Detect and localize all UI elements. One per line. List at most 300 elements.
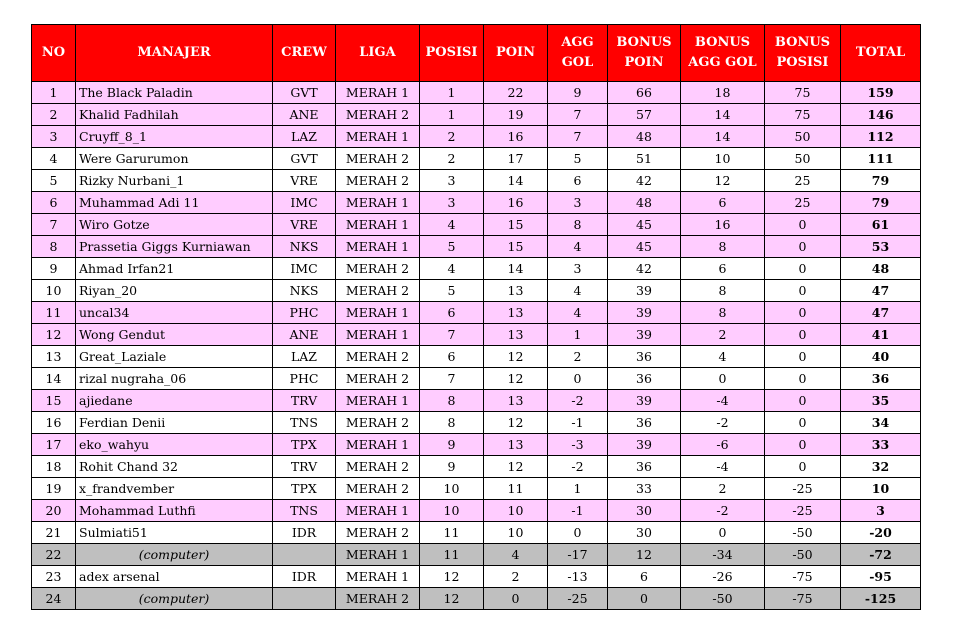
table-header: [32, 25, 921, 82]
cell-liga: MERAH 1: [336, 544, 420, 566]
cell-bonus-agg-gol: -26: [681, 566, 765, 588]
cell-crew: LAZ: [273, 126, 336, 148]
cell-crew: GVT: [273, 82, 336, 104]
cell-bonus-poin: 57: [608, 104, 681, 126]
cell-poin: 12: [484, 456, 548, 478]
cell-poin: 11: [484, 478, 548, 500]
cell-total: 32: [841, 456, 921, 478]
header-no: NO: [32, 25, 76, 82]
cell-liga: MERAH 2: [336, 104, 420, 126]
cell-bonus-poin: 42: [608, 170, 681, 192]
cell-crew: IDR: [273, 566, 336, 588]
cell-manajer: Rizky Nurbani_1: [76, 170, 273, 192]
cell-bonus-posisi: 0: [765, 456, 841, 478]
cell-bonus-agg-gol: 2: [681, 478, 765, 500]
cell-total: 33: [841, 434, 921, 456]
cell-posisi: 5: [420, 236, 484, 258]
cell-no: 10: [32, 280, 76, 302]
cell-poin: 13: [484, 280, 548, 302]
table-row: [32, 104, 921, 126]
table-row: [32, 258, 921, 280]
cell-total: -72: [841, 544, 921, 566]
cell-liga: MERAH 2: [336, 170, 420, 192]
table-body: [32, 82, 921, 610]
cell-no: 21: [32, 522, 76, 544]
cell-posisi: 6: [420, 302, 484, 324]
cell-bonus-agg-gol: 10: [681, 148, 765, 170]
cell-no: 15: [32, 390, 76, 412]
cell-agg-gol: 0: [548, 368, 608, 390]
cell-poin: 12: [484, 368, 548, 390]
cell-manajer: Rohit Chand 32: [76, 456, 273, 478]
cell-poin: 0: [484, 588, 548, 610]
cell-no: 24: [32, 588, 76, 610]
cell-bonus-poin: 0: [608, 588, 681, 610]
standings-table: [31, 24, 921, 610]
cell-total: -125: [841, 588, 921, 610]
header-agg-gol-line2: GOL: [561, 55, 594, 70]
cell-no: 6: [32, 192, 76, 214]
cell-no: 2: [32, 104, 76, 126]
cell-bonus-posisi: -75: [765, 566, 841, 588]
cell-liga: MERAH 2: [336, 280, 420, 302]
cell-manajer: Ahmad Irfan21: [76, 258, 273, 280]
table-row: [32, 170, 921, 192]
cell-manajer: The Black Paladin: [76, 82, 273, 104]
table-row: [32, 214, 921, 236]
cell-crew: TPX: [273, 434, 336, 456]
cell-agg-gol: -2: [548, 390, 608, 412]
cell-total: 61: [841, 214, 921, 236]
cell-agg-gol: 7: [548, 126, 608, 148]
cell-poin: 22: [484, 82, 548, 104]
cell-crew: IMC: [273, 192, 336, 214]
cell-liga: MERAH 1: [336, 236, 420, 258]
cell-bonus-posisi: 25: [765, 170, 841, 192]
cell-liga: MERAH 2: [336, 522, 420, 544]
cell-bonus-posisi: -50: [765, 522, 841, 544]
header-bonus-posisi-line1: BONUS: [774, 35, 831, 50]
cell-posisi: 11: [420, 522, 484, 544]
header-posisi: POSISI: [420, 25, 484, 82]
cell-no: 18: [32, 456, 76, 478]
cell-agg-gol: 7: [548, 104, 608, 126]
cell-no: 4: [32, 148, 76, 170]
cell-manajer: x_frandvember: [76, 478, 273, 500]
cell-liga: MERAH 1: [336, 82, 420, 104]
cell-total: 34: [841, 412, 921, 434]
cell-bonus-agg-gol: 0: [681, 522, 765, 544]
cell-bonus-posisi: 0: [765, 324, 841, 346]
cell-bonus-agg-gol: -50: [681, 588, 765, 610]
cell-poin: 14: [484, 258, 548, 280]
cell-agg-gol: 1: [548, 478, 608, 500]
header-bonus-posisi: [765, 25, 841, 82]
cell-bonus-agg-gol: 8: [681, 236, 765, 258]
table-row: [32, 588, 921, 610]
table-row: [32, 126, 921, 148]
cell-bonus-agg-gol: 8: [681, 280, 765, 302]
header-bonus-agg-gol-line2: AGG GOL: [688, 55, 757, 70]
cell-bonus-posisi: -25: [765, 478, 841, 500]
table-row: [32, 324, 921, 346]
cell-total: 112: [841, 126, 921, 148]
cell-crew: TNS: [273, 412, 336, 434]
cell-total: 146: [841, 104, 921, 126]
cell-agg-gol: -1: [548, 412, 608, 434]
cell-total: 47: [841, 280, 921, 302]
cell-bonus-posisi: -25: [765, 500, 841, 522]
cell-no: 5: [32, 170, 76, 192]
cell-agg-gol: 3: [548, 258, 608, 280]
cell-bonus-agg-gol: 4: [681, 346, 765, 368]
cell-total: 35: [841, 390, 921, 412]
cell-poin: 13: [484, 434, 548, 456]
cell-total: 53: [841, 236, 921, 258]
header-bonus-poin-line2: POIN: [624, 55, 664, 70]
cell-crew: NKS: [273, 280, 336, 302]
cell-bonus-posisi: 50: [765, 148, 841, 170]
cell-bonus-poin: 39: [608, 302, 681, 324]
cell-manajer: Were Garurumon: [76, 148, 273, 170]
cell-posisi: 2: [420, 148, 484, 170]
cell-bonus-poin: 33: [608, 478, 681, 500]
cell-agg-gol: 6: [548, 170, 608, 192]
cell-bonus-agg-gol: 12: [681, 170, 765, 192]
cell-agg-gol: 4: [548, 236, 608, 258]
cell-posisi: 12: [420, 588, 484, 610]
cell-poin: 2: [484, 566, 548, 588]
cell-bonus-poin: 45: [608, 214, 681, 236]
cell-total: -20: [841, 522, 921, 544]
cell-agg-gol: 2: [548, 346, 608, 368]
cell-poin: 13: [484, 302, 548, 324]
cell-manajer: Wong Gendut: [76, 324, 273, 346]
table-row: [32, 280, 921, 302]
cell-posisi: 8: [420, 412, 484, 434]
cell-liga: MERAH 1: [336, 302, 420, 324]
cell-manajer: ajiedane: [76, 390, 273, 412]
cell-bonus-agg-gol: 6: [681, 192, 765, 214]
cell-manajer: Sulmiati51: [76, 522, 273, 544]
cell-manajer: Mohammad Luthfi: [76, 500, 273, 522]
cell-poin: 14: [484, 170, 548, 192]
cell-poin: 10: [484, 522, 548, 544]
cell-bonus-poin: 39: [608, 280, 681, 302]
cell-agg-gol: -25: [548, 588, 608, 610]
cell-manajer: Khalid Fadhilah: [76, 104, 273, 126]
cell-no: 1: [32, 82, 76, 104]
cell-bonus-agg-gol: 0: [681, 368, 765, 390]
cell-posisi: 10: [420, 500, 484, 522]
cell-bonus-poin: 36: [608, 412, 681, 434]
cell-posisi: 5: [420, 280, 484, 302]
cell-liga: MERAH 1: [336, 566, 420, 588]
cell-total: -95: [841, 566, 921, 588]
cell-bonus-posisi: 0: [765, 412, 841, 434]
cell-posisi: 3: [420, 192, 484, 214]
table-row: [32, 456, 921, 478]
cell-bonus-poin: 66: [608, 82, 681, 104]
cell-crew: VRE: [273, 214, 336, 236]
cell-liga: MERAH 2: [336, 412, 420, 434]
cell-agg-gol: 4: [548, 280, 608, 302]
header-bonus-poin: [608, 25, 681, 82]
cell-bonus-agg-gol: 6: [681, 258, 765, 280]
cell-bonus-agg-gol: 14: [681, 126, 765, 148]
cell-bonus-agg-gol: 18: [681, 82, 765, 104]
cell-liga: MERAH 1: [336, 324, 420, 346]
cell-poin: 15: [484, 214, 548, 236]
cell-bonus-agg-gol: 2: [681, 324, 765, 346]
cell-agg-gol: -17: [548, 544, 608, 566]
cell-no: 16: [32, 412, 76, 434]
cell-poin: 4: [484, 544, 548, 566]
cell-no: 9: [32, 258, 76, 280]
table-row: [32, 368, 921, 390]
cell-agg-gol: 5: [548, 148, 608, 170]
cell-bonus-agg-gol: -34: [681, 544, 765, 566]
table-row: [32, 478, 921, 500]
cell-liga: MERAH 2: [336, 478, 420, 500]
table-row: [32, 544, 921, 566]
cell-manajer: Great_Laziale: [76, 346, 273, 368]
cell-poin: 13: [484, 324, 548, 346]
table-row: [32, 236, 921, 258]
cell-agg-gol: 0: [548, 522, 608, 544]
table-row: [32, 390, 921, 412]
cell-agg-gol: -2: [548, 456, 608, 478]
cell-posisi: 11: [420, 544, 484, 566]
cell-bonus-poin: 51: [608, 148, 681, 170]
cell-bonus-posisi: 0: [765, 390, 841, 412]
cell-no: 7: [32, 214, 76, 236]
cell-no: 20: [32, 500, 76, 522]
cell-crew: [273, 588, 336, 610]
cell-bonus-agg-gol: 16: [681, 214, 765, 236]
cell-crew: GVT: [273, 148, 336, 170]
table-row: [32, 500, 921, 522]
cell-crew: PHC: [273, 302, 336, 324]
header-liga: LIGA: [336, 25, 420, 82]
cell-total: 36: [841, 368, 921, 390]
cell-bonus-posisi: 25: [765, 192, 841, 214]
cell-bonus-poin: 48: [608, 126, 681, 148]
cell-crew: VRE: [273, 170, 336, 192]
cell-manajer: adex arsenal: [76, 566, 273, 588]
cell-poin: 13: [484, 390, 548, 412]
cell-liga: MERAH 1: [336, 126, 420, 148]
cell-no: 19: [32, 478, 76, 500]
cell-bonus-posisi: 50: [765, 126, 841, 148]
cell-poin: 19: [484, 104, 548, 126]
cell-agg-gol: 3: [548, 192, 608, 214]
cell-agg-gol: -13: [548, 566, 608, 588]
cell-agg-gol: 4: [548, 302, 608, 324]
cell-manajer: Cruyff_8_1: [76, 126, 273, 148]
cell-bonus-poin: 39: [608, 324, 681, 346]
cell-bonus-posisi: -75: [765, 588, 841, 610]
table-row: [32, 148, 921, 170]
table-row: [32, 192, 921, 214]
cell-liga: MERAH 1: [336, 214, 420, 236]
cell-bonus-poin: 36: [608, 368, 681, 390]
cell-bonus-posisi: 0: [765, 236, 841, 258]
table-row: [32, 522, 921, 544]
cell-total: 41: [841, 324, 921, 346]
cell-poin: 12: [484, 412, 548, 434]
cell-posisi: 8: [420, 390, 484, 412]
cell-bonus-poin: 39: [608, 390, 681, 412]
cell-bonus-posisi: 75: [765, 104, 841, 126]
cell-agg-gol: -1: [548, 500, 608, 522]
cell-manajer: Riyan_20: [76, 280, 273, 302]
cell-liga: MERAH 1: [336, 500, 420, 522]
header-manajer: MANAJER: [76, 25, 273, 82]
cell-posisi: 1: [420, 104, 484, 126]
cell-no: 23: [32, 566, 76, 588]
cell-bonus-poin: 30: [608, 522, 681, 544]
cell-crew: IDR: [273, 522, 336, 544]
cell-bonus-posisi: 0: [765, 434, 841, 456]
header-agg-gol: [548, 25, 608, 82]
cell-crew: LAZ: [273, 346, 336, 368]
cell-bonus-agg-gol: -4: [681, 456, 765, 478]
cell-no: 14: [32, 368, 76, 390]
cell-manajer: Wiro Gotze: [76, 214, 273, 236]
cell-no: 13: [32, 346, 76, 368]
cell-posisi: 10: [420, 478, 484, 500]
cell-bonus-poin: 12: [608, 544, 681, 566]
cell-bonus-agg-gol: 8: [681, 302, 765, 324]
cell-total: 111: [841, 148, 921, 170]
header-bonus-poin-line1: BONUS: [616, 35, 672, 50]
cell-total: 79: [841, 192, 921, 214]
table-row: [32, 82, 921, 104]
cell-liga: MERAH 2: [336, 258, 420, 280]
cell-bonus-posisi: 0: [765, 280, 841, 302]
cell-crew: TRV: [273, 390, 336, 412]
cell-posisi: 6: [420, 346, 484, 368]
cell-posisi: 1: [420, 82, 484, 104]
cell-bonus-posisi: 0: [765, 346, 841, 368]
header-bonus-agg-gol-line1: BONUS: [694, 35, 751, 50]
cell-liga: MERAH 2: [336, 588, 420, 610]
cell-manajer: Prassetia Giggs Kurniawan: [76, 236, 273, 258]
cell-posisi: 4: [420, 214, 484, 236]
cell-bonus-agg-gol: -2: [681, 500, 765, 522]
header-bonus-posisi-line2: POSISI: [776, 55, 829, 70]
cell-crew: ANE: [273, 104, 336, 126]
cell-crew: TRV: [273, 456, 336, 478]
cell-total: 79: [841, 170, 921, 192]
cell-bonus-posisi: 0: [765, 214, 841, 236]
cell-posisi: 3: [420, 170, 484, 192]
cell-bonus-poin: 42: [608, 258, 681, 280]
header-bonus-agg-gol: [681, 25, 765, 82]
cell-posisi: 2: [420, 126, 484, 148]
cell-bonus-poin: 30: [608, 500, 681, 522]
cell-agg-gol: 1: [548, 324, 608, 346]
cell-bonus-agg-gol: -6: [681, 434, 765, 456]
cell-crew: NKS: [273, 236, 336, 258]
cell-no: 11: [32, 302, 76, 324]
cell-bonus-agg-gol: -2: [681, 412, 765, 434]
cell-no: 17: [32, 434, 76, 456]
header-poin: POIN: [484, 25, 548, 82]
cell-total: 47: [841, 302, 921, 324]
cell-poin: 15: [484, 236, 548, 258]
cell-bonus-posisi: 0: [765, 302, 841, 324]
cell-crew: PHC: [273, 368, 336, 390]
cell-bonus-posisi: -50: [765, 544, 841, 566]
cell-agg-gol: -3: [548, 434, 608, 456]
cell-liga: MERAH 1: [336, 434, 420, 456]
table-row: [32, 566, 921, 588]
cell-posisi: 12: [420, 566, 484, 588]
cell-total: 40: [841, 346, 921, 368]
cell-no: 22: [32, 544, 76, 566]
cell-posisi: 4: [420, 258, 484, 280]
cell-manajer: uncal34: [76, 302, 273, 324]
cell-liga: MERAH 2: [336, 456, 420, 478]
table-row: [32, 346, 921, 368]
cell-poin: 16: [484, 192, 548, 214]
cell-liga: MERAH 1: [336, 192, 420, 214]
cell-liga: MERAH 1: [336, 390, 420, 412]
cell-crew: TPX: [273, 478, 336, 500]
cell-manajer: rizal nugraha_06: [76, 368, 273, 390]
cell-crew: IMC: [273, 258, 336, 280]
cell-total: 48: [841, 258, 921, 280]
cell-no: 12: [32, 324, 76, 346]
cell-bonus-poin: 45: [608, 236, 681, 258]
cell-no: 3: [32, 126, 76, 148]
cell-posisi: 9: [420, 434, 484, 456]
cell-bonus-poin: 48: [608, 192, 681, 214]
cell-liga: MERAH 2: [336, 148, 420, 170]
table-row: [32, 412, 921, 434]
cell-total: 3: [841, 500, 921, 522]
cell-bonus-posisi: 0: [765, 368, 841, 390]
cell-posisi: 7: [420, 324, 484, 346]
cell-total: 159: [841, 82, 921, 104]
cell-posisi: 7: [420, 368, 484, 390]
cell-liga: MERAH 2: [336, 368, 420, 390]
cell-manajer: Muhammad Adi 11: [76, 192, 273, 214]
table-row: [32, 302, 921, 324]
cell-agg-gol: 9: [548, 82, 608, 104]
header-crew: CREW: [273, 25, 336, 82]
cell-bonus-posisi: 75: [765, 82, 841, 104]
cell-manajer: Ferdian Denii: [76, 412, 273, 434]
header-row: [32, 25, 921, 82]
cell-bonus-poin: 36: [608, 456, 681, 478]
cell-poin: 10: [484, 500, 548, 522]
cell-posisi: 9: [420, 456, 484, 478]
table-row: [32, 434, 921, 456]
cell-liga: MERAH 2: [336, 346, 420, 368]
cell-manajer: (computer): [76, 544, 273, 566]
cell-crew: TNS: [273, 500, 336, 522]
cell-poin: 12: [484, 346, 548, 368]
cell-manajer: eko_wahyu: [76, 434, 273, 456]
cell-bonus-agg-gol: 14: [681, 104, 765, 126]
cell-no: 8: [32, 236, 76, 258]
header-agg-gol-line1: AGG: [561, 35, 594, 50]
cell-crew: ANE: [273, 324, 336, 346]
cell-agg-gol: 8: [548, 214, 608, 236]
